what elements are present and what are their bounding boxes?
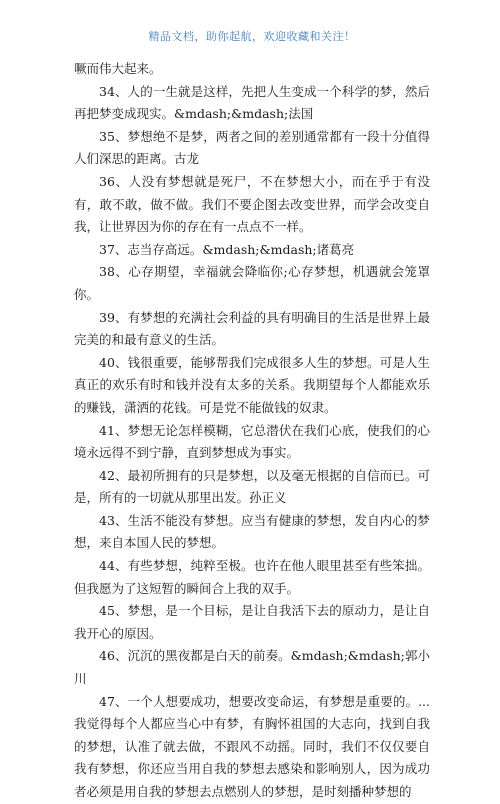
document-body — [74, 58, 430, 804]
paragraph-continuation: 噘而伟大起来。 — [74, 61, 162, 76]
quote-paragraph-38: 38、心存期望，幸福就会降临你;心存梦想，机遇就会笼罩你。 — [74, 264, 430, 302]
quote-paragraph-35: 35、梦想绝不是梦，两者之间的差别通常都有一段十分值得人们深思的距离。古龙 — [74, 128, 430, 167]
quote-paragraph-37: 37、志当存高远。&mdash;&mdash;诸葛亮 — [99, 241, 355, 257]
quote-paragraph-40: 40、钱很重要，能够帮我们完成很多人生的梦想。可是人生真正的欢乐有时和钱并没有太多的关系。我期望每个人都能欢乐的赚钱，潇洒的花钱。可是党不能做钱的奴隶。 — [74, 354, 430, 415]
quote-paragraph-45: 45、梦想，是一个目标，是让自我活下去的原动力，是让自我开心的原因。 — [74, 603, 430, 641]
quote-paragraph-36: 36、人没有梦想就是死尸，不在梦想大小，而在乎于有没有，敢不敢，做不做。我们不要企图去改变世界，而学会改变自我，让世界因为你的存在有一点点不一样。 — [74, 173, 430, 235]
page-header: 精品文档，助你起航，欢迎收藏和关注！ — [148, 30, 356, 43]
quote-paragraph-42: 42、最初所拥有的只是梦想，以及毫无根据的自信而已。可是，所有的一切就从那里出发。孙正义 — [74, 467, 430, 506]
quote-paragraph-44: 44、有些梦想，纯粹至极。也许在他人眼里甚至有些笨拙。但我愿为了这短暂的瞬间合上我的双手。 — [74, 558, 430, 596]
quote-paragraph-39: 39、有梦想的充满社会利益的具有明确目的生活是世界上最完美的和最有意义的生活。 — [74, 309, 430, 348]
quote-paragraph-43: 43、生活不能没有梦想。应当有健康的梦想，发自内心的梦想，来自本国人民的梦想。 — [74, 512, 430, 551]
quote-paragraph-34: 34、人的一生就是这样，先把人生变成一个科学的梦，然后再把梦变成现实。&mdash;&mdash;法国 — [74, 83, 430, 122]
quote-paragraph-47: 47、一个人想要成功，想要改变命运，有梦想是重要的。...我觉得每个人都应当心中有梦，有胸怀祖国的大志向，找到自我的梦想，认准了就去做，不跟风不动摇。同时，我们不仅仅要自我有梦想，你还应当用自我的梦想去感染和影响别人，因为成功者必须是用自我的梦想去点燃别人的梦想，是时刻播种梦想的 — [74, 693, 430, 799]
quote-paragraph-41: 41、梦想无论怎样模糊，它总潜伏在我们心底，使我们的心境永远得不到宁静，直到梦想成为事实。 — [74, 422, 430, 461]
quote-paragraph-46: 46、沉沉的黑夜都是白天的前奏。&mdash;&mdash;郭小川 — [74, 648, 430, 687]
